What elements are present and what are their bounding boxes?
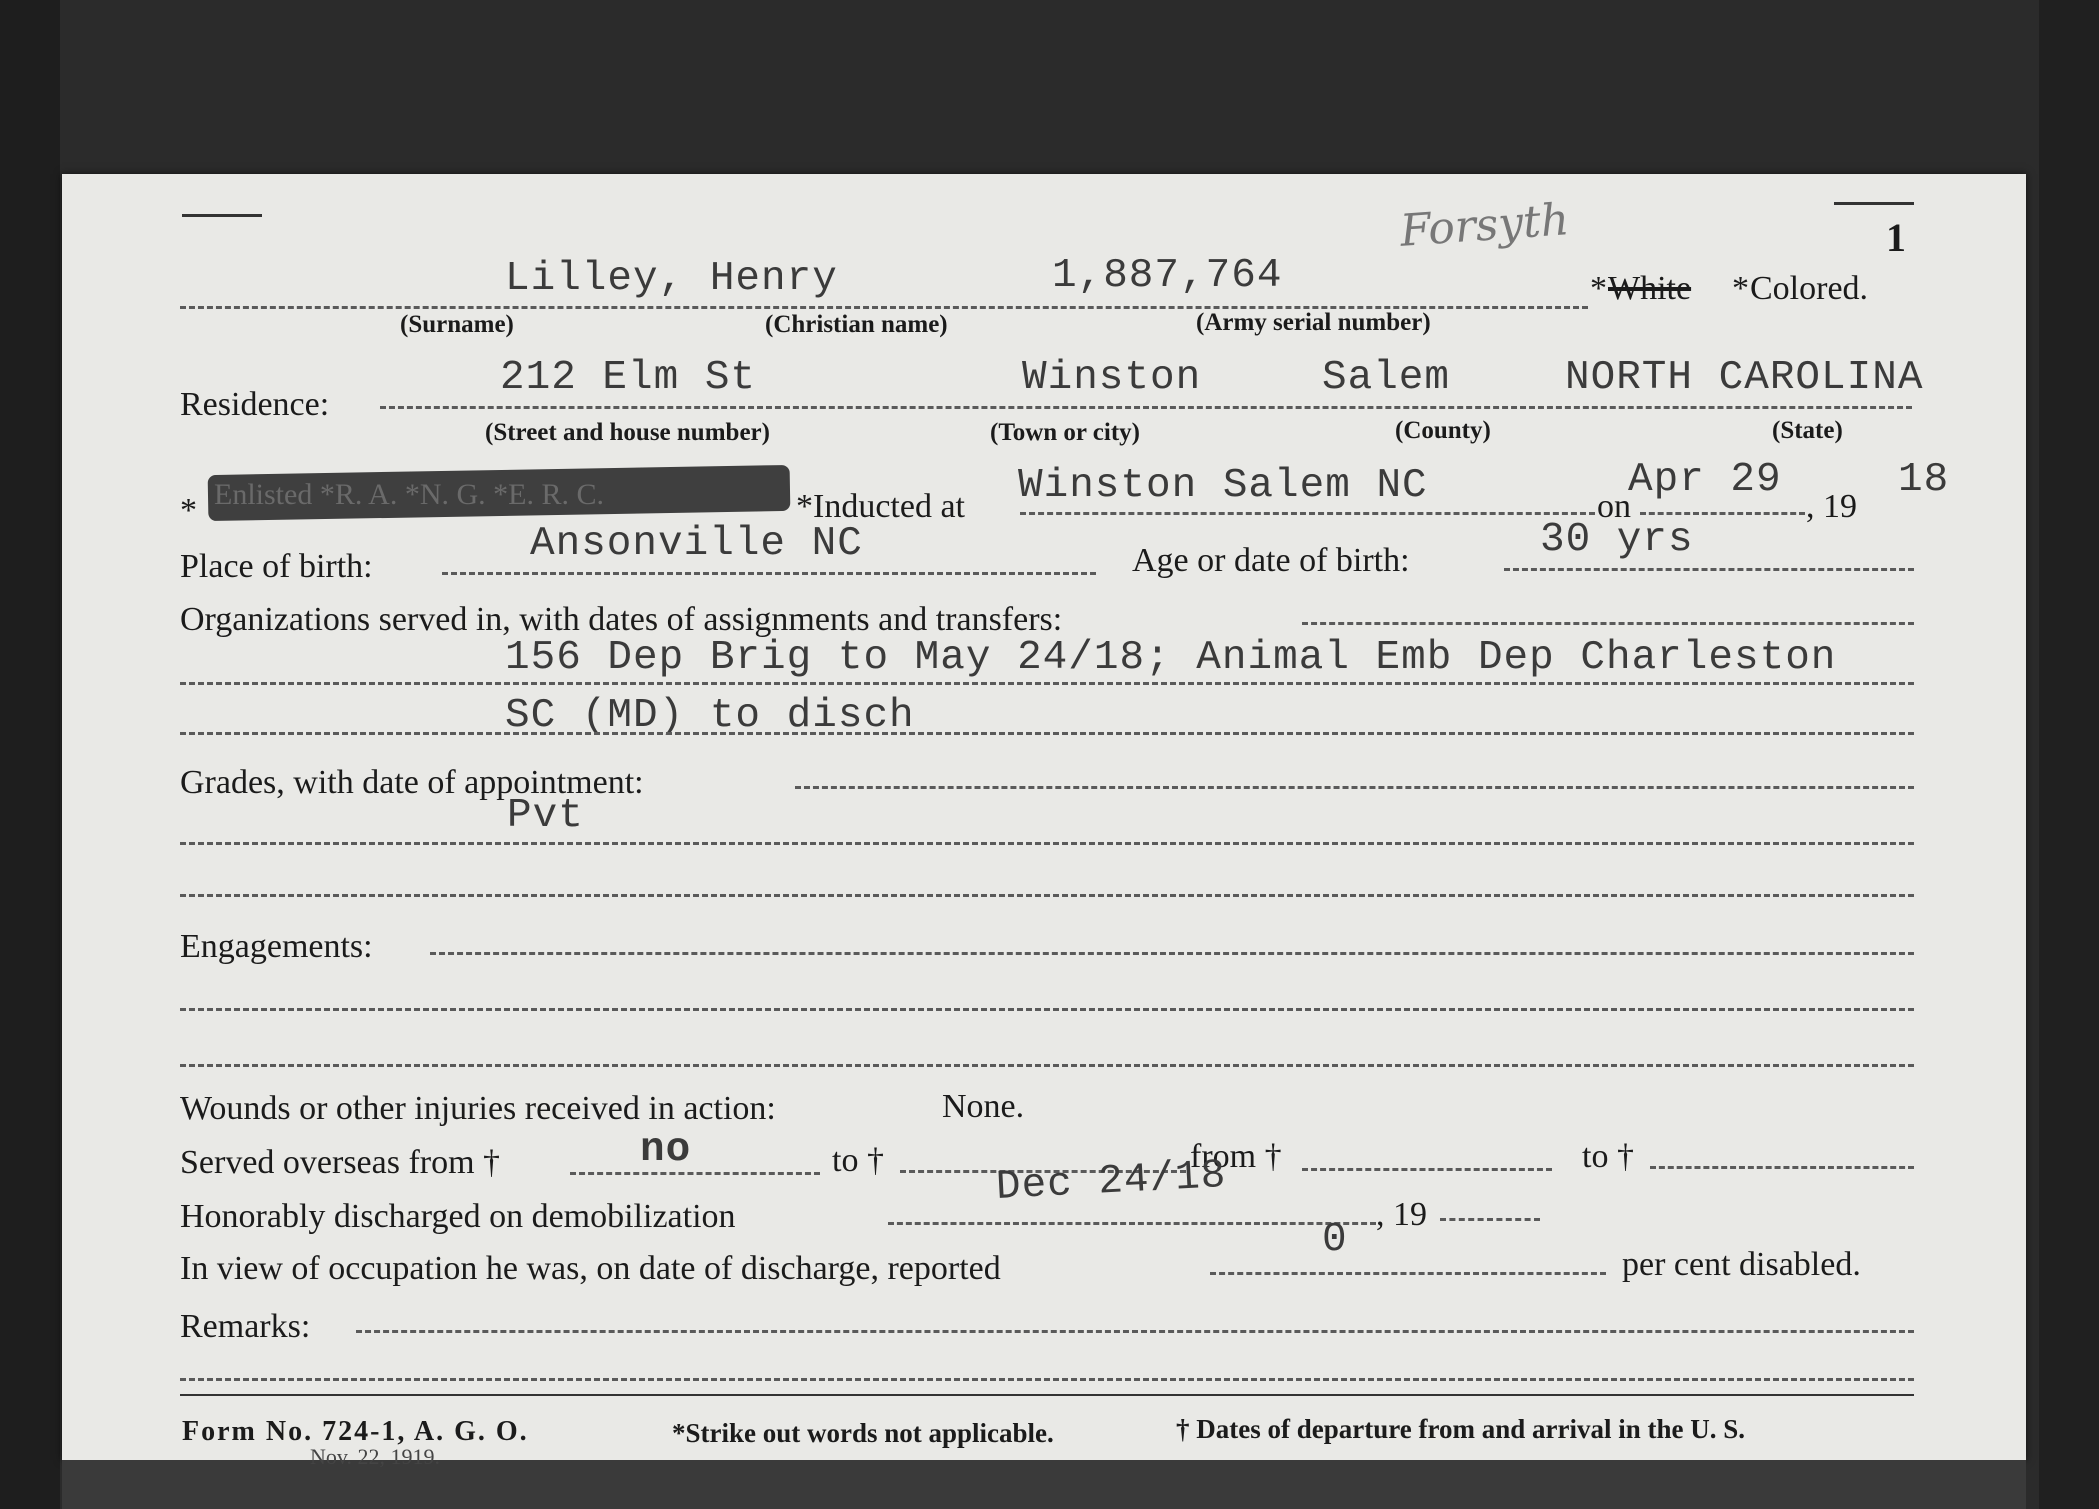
- organizations-line: [1302, 622, 1914, 625]
- caption-surname: (Surname): [400, 311, 514, 338]
- grades-line-3: [180, 894, 1914, 897]
- county-value: Salem: [1322, 355, 1451, 401]
- organizations-label: Organizations served in, with dates of assignments and transfers:: [180, 601, 1063, 638]
- organizations-entry-1: 156 Dep Brig to May 24/18; Animal Emb Dep Charleston: [505, 635, 1837, 681]
- engagements-line-3: [180, 1064, 1914, 1067]
- race-star-2: *: [1732, 270, 1749, 307]
- engagements-label: Engagements:: [180, 928, 373, 965]
- form-date: Nov. 22, 1919.: [310, 1444, 440, 1469]
- overseas-to-label: to †: [832, 1142, 884, 1179]
- grade-value: Pvt: [507, 793, 584, 839]
- enlisted-options: Enlisted *R. A. *N. G. *E. R. C.: [214, 478, 605, 511]
- residence-label: Residence:: [180, 386, 330, 423]
- discharge-year-line: [1440, 1218, 1540, 1221]
- caption-serial: (Army serial number): [1196, 309, 1431, 336]
- engagements-line: [430, 952, 1914, 955]
- disabled-label: per cent disabled.: [1622, 1246, 1861, 1283]
- discharge-line: [888, 1222, 1376, 1225]
- strike-note: *Strike out words not applicable.: [672, 1418, 1054, 1448]
- induction-year-prefix: , 19: [1806, 488, 1857, 525]
- age-label: Age or date of birth:: [1132, 542, 1410, 579]
- grades-line-2: [180, 842, 1914, 845]
- birth-line: [442, 572, 1096, 575]
- disabled-line: [1210, 1272, 1606, 1275]
- engagements-line-2: [180, 1008, 1914, 1011]
- scan-border-right: [2039, 0, 2099, 1509]
- discharge-label: Honorably discharged on demobilization: [180, 1198, 736, 1235]
- grades-label: Grades, with date of appointment:: [180, 764, 644, 801]
- organizations-line-3: [180, 732, 1914, 735]
- occupation-label: In view of occupation he was, on date of discharge, reported: [180, 1250, 1001, 1287]
- overseas-to-line-2: [1650, 1166, 1914, 1169]
- inducted-place: Winston Salem NC: [1018, 463, 1428, 509]
- organizations-entry-2: SC (MD) to disch: [505, 693, 915, 739]
- remarks-line: [356, 1330, 1914, 1333]
- induction-date: Apr 29: [1628, 457, 1782, 503]
- discharge-year-prefix: , 19: [1376, 1196, 1427, 1233]
- inducted-label: *Inducted at: [796, 488, 965, 525]
- name-value: Lilley, Henry: [505, 256, 838, 302]
- overseas-from-line-2: [1302, 1168, 1552, 1171]
- birth-label: Place of birth:: [180, 548, 373, 585]
- top-right-rule: [1834, 202, 1914, 205]
- residence-line: [380, 406, 1912, 409]
- overseas-to-label-2: to †: [1582, 1138, 1634, 1175]
- remarks-label: Remarks:: [180, 1308, 311, 1345]
- scan-border-left: [0, 0, 60, 1509]
- caption-town: (Town or city): [990, 419, 1140, 446]
- remarks-line-2: [180, 1378, 1914, 1381]
- birth-place-value: Ansonville NC: [530, 521, 863, 567]
- induction-year: 18: [1898, 457, 1950, 503]
- on-label: on: [1597, 488, 1631, 525]
- dagger-note: † Dates of departure from and arrival in the U. S.: [1176, 1414, 1745, 1444]
- grades-line: [795, 786, 1914, 789]
- card-number: 1: [1886, 215, 1906, 260]
- inducted-line: [1020, 512, 1595, 515]
- disabled-percent: 0: [1322, 1217, 1348, 1263]
- caption-county: (County): [1395, 417, 1491, 444]
- form-number: Form No. 724-1, A. G. O.: [182, 1416, 529, 1447]
- top-left-rule: [182, 214, 262, 217]
- race-white: White: [1608, 270, 1692, 307]
- state-value: NORTH CAROLINA: [1565, 355, 1924, 401]
- race-colored: Colored.: [1750, 270, 1869, 307]
- caption-state: (State): [1772, 417, 1843, 444]
- wounds-value: None.: [942, 1088, 1025, 1125]
- enlisted-star: *: [180, 492, 197, 529]
- organizations-line-2: [180, 682, 1914, 685]
- age-line: [1504, 568, 1914, 571]
- induction-date-line: [1640, 512, 1805, 515]
- discharge-date: Dec 24/18: [994, 1153, 1228, 1211]
- wounds-label: Wounds or other injuries received in action:: [180, 1090, 776, 1127]
- overseas-label: Served overseas from †: [180, 1144, 501, 1181]
- overseas-from-line: [570, 1172, 820, 1175]
- caption-christian-name: (Christian name): [765, 311, 948, 338]
- town-value: Winston: [1022, 355, 1202, 401]
- age-value: 30 yrs: [1540, 517, 1694, 563]
- overseas-from-label-2: from †: [1190, 1138, 1282, 1175]
- overseas-value: no: [640, 1127, 692, 1173]
- county-handwritten-note: Forsyth: [1398, 194, 1571, 257]
- street-value: 212 Elm St: [500, 355, 757, 401]
- footer-rule: [180, 1394, 1914, 1396]
- caption-street: (Street and house number): [485, 419, 770, 446]
- serial-value: 1,887,764: [1052, 253, 1283, 299]
- race-star-1: *: [1590, 270, 1607, 307]
